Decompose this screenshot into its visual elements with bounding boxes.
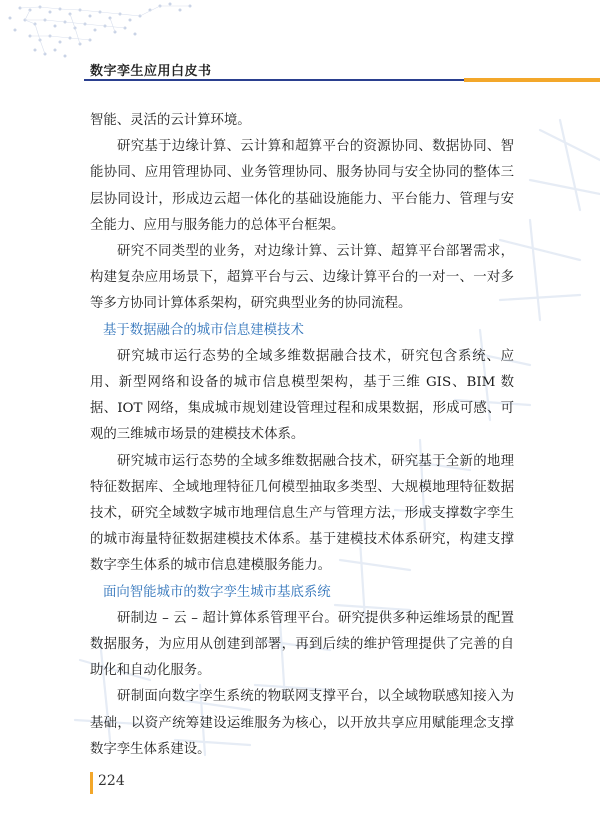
page-number: 224 [98,773,125,789]
page-number-bar [90,772,93,794]
section-subheading: 基于数据融合的城市信息建模技术 [103,322,304,338]
paragraph: 研究城市运行态势的全域多维数据融合技术，研究基于全新的地理特征数据库、全域地理特征几何模型抽取多类型、大规模地理特征数据技术，研究全域数字城市地理信息生产与管理方法，形成支撑数字孪生的城市海量特征数据建模技术体系。基于建模技术体系研究，构建支撑数字孪生体系的城市信息建模服务能力。 [90,453,514,574]
section-subheading: 面向智能城市的数字孪生城市基底系统 [103,584,331,600]
running-header-title: 数字孪生应用白皮书 [90,64,212,79]
paragraph: 研究城市运行态势的全域多维数据融合技术，研究包含系统、应用、新型网络和设备的城市信息模型架构，基于三维 GIS、BIM 数据、IOT 网络，集成城市规划建设管理过程和成果数据，形成可感、可观的三维城市场景的建模技术体系。 [90,348,514,443]
paragraph: 研制面向数字孪生系统的物联网支撑平台，以全域物联感知接入为基础，以资产统筹建设运维服务为核心，以开放共享应用赋能理念支撑数字孪生体系建设。 [90,689,514,757]
paragraph: 研究不同类型的业务，对边缘计算、云计算、超算平台部署需求，构建复杂应用场景下，超算平台与云、边缘计算平台的一对一、一对多等多方协同计算体系架构，研究典型业务的协同流程。 [90,244,514,312]
body-text [90,108,514,763]
paragraph: 研制边 – 云 – 超计算体系管理平台。研究提供多种运维场景的配置数据服务，为应用从创建到部署，再到后续的维护管理提供了完善的自助化和自动化服务。 [90,610,514,679]
paragraph: 研究基于边缘计算、云计算和超算平台的资源协同、数据协同、智能协同、应用管理协同、业务管理协同、服务协同与安全协同的整体三层协同设计，形成边云超一体化的基础设施能力、平台能力、管理与安全能力、应用与服务能力的总体平台框架。 [90,139,514,233]
paragraph: 智能、灵活的云计算环境。 [90,113,251,128]
